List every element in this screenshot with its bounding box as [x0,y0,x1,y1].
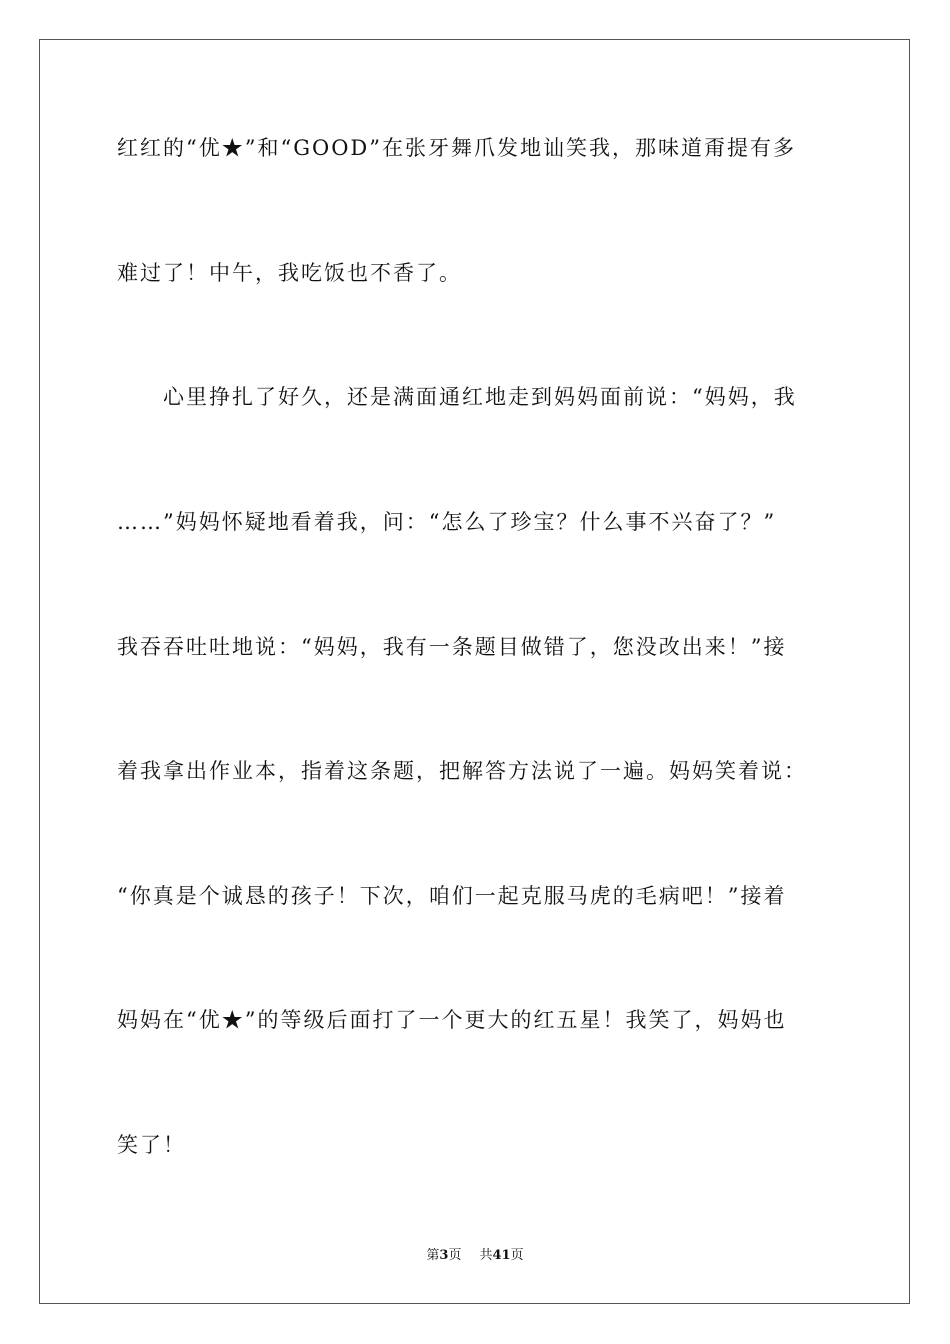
text-line-8: 妈妈在“优★”的等级后面打了一个更大的红五星！我笑了，妈妈也 [117,1008,787,1032]
page-footer [0,1247,950,1265]
page-border [39,39,910,1304]
text-line-9: 笑了！ [117,1133,186,1157]
page-number: 3 [439,1248,449,1263]
page-suffix: 页 [448,1248,462,1263]
total-prefix: 共 [479,1248,493,1263]
text-line-5: 我吞吞吐吐地说：“妈妈，我有一条题目做错了，您没改出来！”接 [117,635,787,659]
text-line-1: 红红的“优★”和“GOOD”在张牙舞爪发地讪笑我，那味道甭提有多 [117,136,796,160]
page-prefix: 第 [426,1248,440,1263]
text-line-7: “你真是个诚恳的孩子！下次，咱们一起克服马虎的毛病吧！”接着 [117,884,787,908]
text-line-4: ……”妈妈怀疑地看着我，问：“怎么了珍宝？什么事不兴奋了？” [117,510,777,534]
text-line-3: 心里挣扎了好久，还是满面通红地走到妈妈面前说：“妈妈，我 [117,385,797,409]
total-suffix: 页 [510,1248,524,1263]
text-line-2: 难过了！中午，我吃饭也不香了。 [117,261,462,285]
text-line-6: 着我拿出作业本，指着这条题，把解答方法说了一遍。妈妈笑着说： [117,759,807,783]
total-pages: 41 [492,1248,511,1263]
